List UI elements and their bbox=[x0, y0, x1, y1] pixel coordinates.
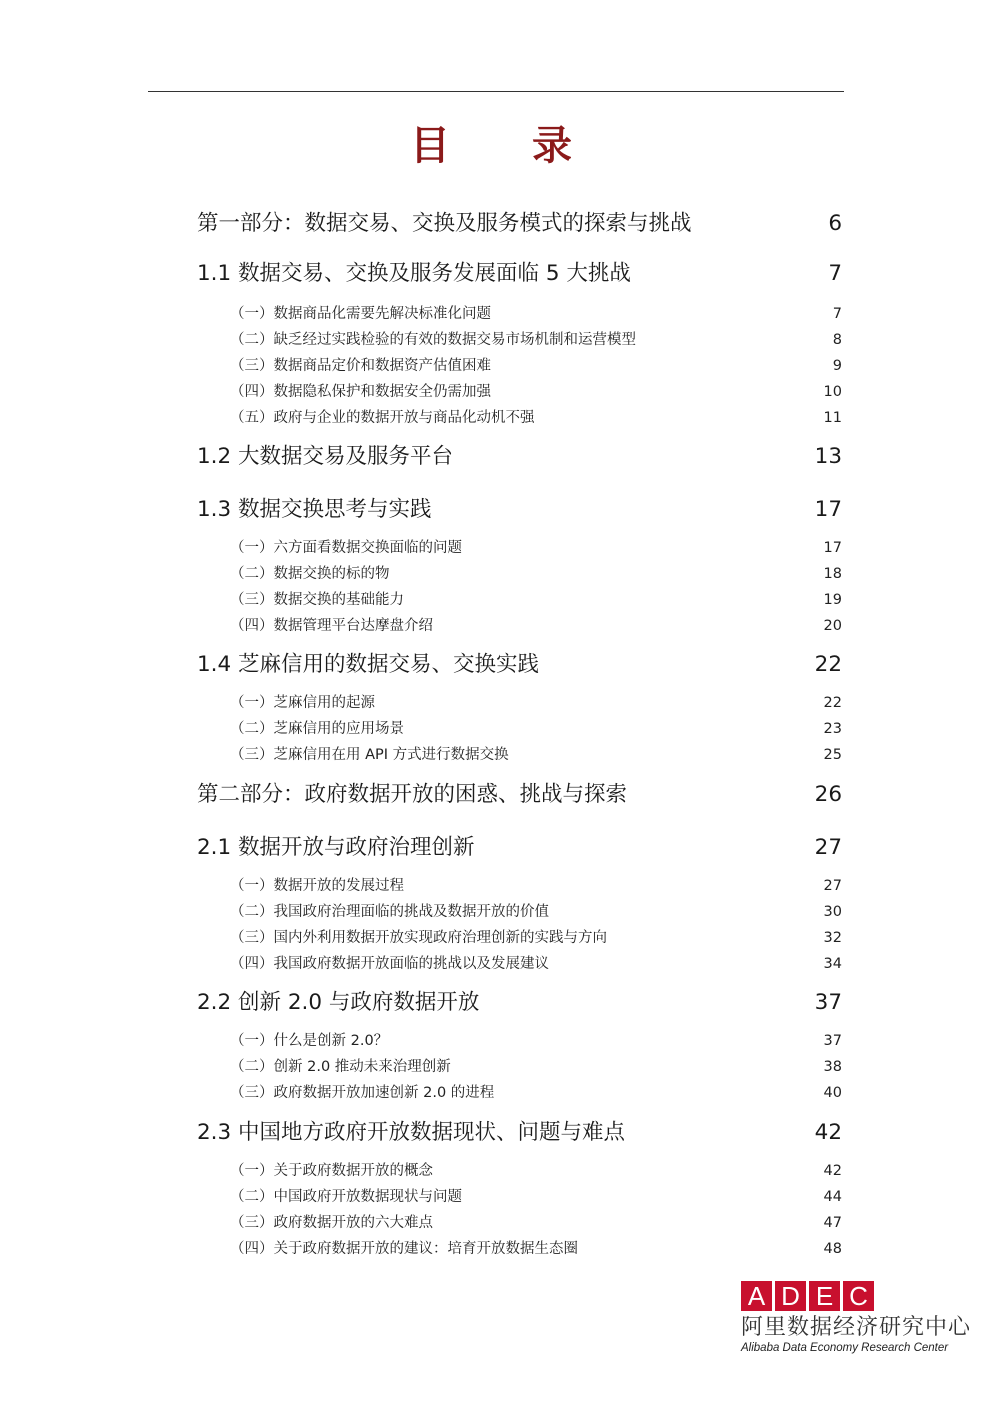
toc-entry-title: （二）芝麻信用的应用场景 bbox=[230, 721, 404, 737]
logo-letter-box: E bbox=[809, 1281, 840, 1311]
toc-subsection-entry[interactable] bbox=[230, 1212, 842, 1234]
toc-subsection-entry[interactable] bbox=[230, 563, 842, 585]
toc-entry-title: 2.2 创新 2.0 与政府数据开放 bbox=[197, 990, 480, 1015]
toc-page-number: 19 bbox=[823, 592, 842, 608]
toc-subsection-entry[interactable] bbox=[230, 355, 842, 377]
logo-letter-boxes bbox=[741, 1281, 975, 1311]
toc-page-number: 18 bbox=[823, 566, 842, 582]
toc-entry-title: （二）中国政府开放数据现状与问题 bbox=[230, 1189, 462, 1205]
adec-logo bbox=[741, 1281, 975, 1361]
toc-entry-title: （三）数据商品定价和数据资产估值困难 bbox=[230, 358, 491, 374]
toc-page-number: 23 bbox=[823, 721, 842, 737]
toc-subsection-entry[interactable] bbox=[230, 381, 842, 403]
toc-entry-title: 2.1 数据开放与政府治理创新 bbox=[197, 835, 475, 860]
toc-page-number: 9 bbox=[832, 358, 842, 374]
toc-entry-title: 第二部分：政府数据开放的困惑、挑战与探索 bbox=[197, 782, 628, 807]
toc-page-number: 6 bbox=[828, 211, 842, 236]
toc-page-number: 37 bbox=[814, 990, 842, 1015]
toc-entry-title: （一）关于政府数据开放的概念 bbox=[230, 1163, 433, 1179]
toc-subsection-entry[interactable] bbox=[230, 303, 842, 325]
toc-section-entry[interactable] bbox=[197, 441, 842, 473]
toc-section-entry[interactable] bbox=[197, 258, 842, 290]
toc-subsection-entry[interactable] bbox=[230, 407, 842, 429]
toc-section-entry[interactable] bbox=[197, 494, 842, 526]
toc-page-number: 44 bbox=[823, 1189, 842, 1205]
toc-entry-title: 1.3 数据交换思考与实践 bbox=[197, 497, 432, 522]
toc-page-number: 47 bbox=[823, 1215, 842, 1231]
toc-page-number: 27 bbox=[814, 835, 842, 860]
toc-entry-title: （四）数据管理平台达摩盘介绍 bbox=[230, 618, 433, 634]
toc-entry-title: （一）芝麻信用的起源 bbox=[230, 695, 375, 711]
toc-entry-title: 1.4 芝麻信用的数据交易、交换实践 bbox=[197, 652, 540, 677]
toc-page-number: 25 bbox=[823, 747, 842, 763]
toc-entry-title: （一）数据商品化需要先解决标准化问题 bbox=[230, 306, 491, 322]
toc-entry-title: （四）关于政府数据开放的建议：培育开放数据生态圈 bbox=[230, 1241, 578, 1257]
toc-section-entry[interactable] bbox=[197, 1117, 842, 1149]
toc-subsection-entry[interactable] bbox=[230, 1056, 842, 1078]
toc-page-number: 42 bbox=[814, 1120, 842, 1145]
toc-section-entry[interactable] bbox=[197, 987, 842, 1019]
toc-page-number: 37 bbox=[823, 1033, 842, 1049]
toc-page-number: 38 bbox=[823, 1059, 842, 1075]
toc-entry-title: （三）国内外利用数据开放实现政府治理创新的实践与方向 bbox=[230, 930, 607, 946]
toc-entry-title: （三）数据交换的基础能力 bbox=[230, 592, 404, 608]
toc-subsection-entry[interactable] bbox=[230, 1082, 842, 1104]
logo-name-en: Alibaba Data Economy Research Center bbox=[741, 1342, 949, 1354]
toc-subsection-entry[interactable] bbox=[230, 1160, 842, 1182]
toc-page-number: 42 bbox=[823, 1163, 842, 1179]
toc-page-number: 34 bbox=[823, 956, 842, 972]
toc-page-number: 48 bbox=[823, 1241, 842, 1257]
toc-page-number: 40 bbox=[823, 1085, 842, 1101]
toc-page-number: 32 bbox=[823, 930, 842, 946]
toc-entry-title: （三）政府数据开放的六大难点 bbox=[230, 1215, 433, 1231]
toc-entry-title: 第一部分：数据交易、交换及服务模式的探索与挑战 bbox=[197, 211, 692, 236]
toc-subsection-entry[interactable] bbox=[230, 589, 842, 611]
toc-subsection-entry[interactable] bbox=[230, 537, 842, 559]
toc-page-number: 27 bbox=[823, 878, 842, 894]
toc-page-number: 22 bbox=[814, 652, 842, 677]
toc-subsection-entry[interactable] bbox=[230, 744, 842, 766]
toc-subsection-entry[interactable] bbox=[230, 615, 842, 637]
toc-entry-title: （一）六方面看数据交换面临的问题 bbox=[230, 540, 462, 556]
toc-entry-title: （二）缺乏经过实践检验的有效的数据交易市场机制和运营模型 bbox=[230, 332, 636, 348]
toc-page-number: 17 bbox=[823, 540, 842, 556]
logo-name-cn: 阿里数据经济研究中心 bbox=[741, 1315, 972, 1340]
toc-page-number: 30 bbox=[823, 904, 842, 920]
toc-subsection-entry[interactable] bbox=[230, 329, 842, 351]
toc-page-number: 10 bbox=[823, 384, 842, 400]
toc-entry-title: （三）政府数据开放加速创新 2.0 的进程 bbox=[230, 1085, 495, 1101]
logo-letter-box: D bbox=[775, 1281, 806, 1311]
logo-letter-box: A bbox=[741, 1281, 772, 1311]
toc-entry-title: 2.3 中国地方政府开放数据现状、问题与难点 bbox=[197, 1120, 626, 1145]
toc-section-entry[interactable] bbox=[197, 779, 842, 811]
toc-page-number: 8 bbox=[832, 332, 842, 348]
toc-subsection-entry[interactable] bbox=[230, 692, 842, 714]
toc-subsection-entry[interactable] bbox=[230, 1186, 842, 1208]
toc-page-number: 11 bbox=[823, 410, 842, 426]
toc-page-number: 20 bbox=[823, 618, 842, 634]
toc-subsection-entry[interactable] bbox=[230, 927, 842, 949]
toc-subsection-entry[interactable] bbox=[230, 901, 842, 923]
toc-entry-title: （二）数据交换的标的物 bbox=[230, 566, 390, 582]
toc-page-number: 7 bbox=[832, 306, 842, 322]
toc-page-number: 22 bbox=[823, 695, 842, 711]
toc-page-number: 13 bbox=[814, 444, 842, 469]
toc-section-entry[interactable] bbox=[197, 832, 842, 864]
toc-entry-title: （二）我国政府治理面临的挑战及数据开放的价值 bbox=[230, 904, 549, 920]
toc-entry-title: （一）数据开放的发展过程 bbox=[230, 878, 404, 894]
toc-entry-title: 1.2 大数据交易及服务平台 bbox=[197, 444, 454, 469]
page-title: 目 录 bbox=[410, 123, 606, 169]
toc-page-number: 17 bbox=[814, 497, 842, 522]
logo-letter-box: C bbox=[843, 1281, 874, 1311]
toc-entry-title: （二）创新 2.0 推动未来治理创新 bbox=[230, 1059, 451, 1075]
toc-section-entry[interactable] bbox=[197, 649, 842, 681]
toc-section-entry[interactable] bbox=[197, 208, 842, 240]
toc-entry-title: （五）政府与企业的数据开放与商品化动机不强 bbox=[230, 410, 535, 426]
toc-subsection-entry[interactable] bbox=[230, 953, 842, 975]
toc-subsection-entry[interactable] bbox=[230, 1030, 842, 1052]
toc-subsection-entry[interactable] bbox=[230, 1238, 842, 1260]
toc-entry-title: （一）什么是创新 2.0？ bbox=[230, 1033, 389, 1049]
toc-entry-title: （四）我国政府数据开放面临的挑战以及发展建议 bbox=[230, 956, 549, 972]
toc-page-number: 26 bbox=[814, 782, 842, 807]
toc-entry-title: （三）芝麻信用在用 API 方式进行数据交换 bbox=[230, 747, 509, 763]
toc-entry-title: （四）数据隐私保护和数据安全仍需加强 bbox=[230, 384, 491, 400]
toc-entry-title: 1.1 数据交易、交换及服务发展面临 5 大挑战 bbox=[197, 261, 631, 286]
toc-subsection-entry[interactable] bbox=[230, 718, 842, 740]
toc-page-number: 7 bbox=[828, 261, 842, 286]
toc-subsection-entry[interactable] bbox=[230, 875, 842, 897]
